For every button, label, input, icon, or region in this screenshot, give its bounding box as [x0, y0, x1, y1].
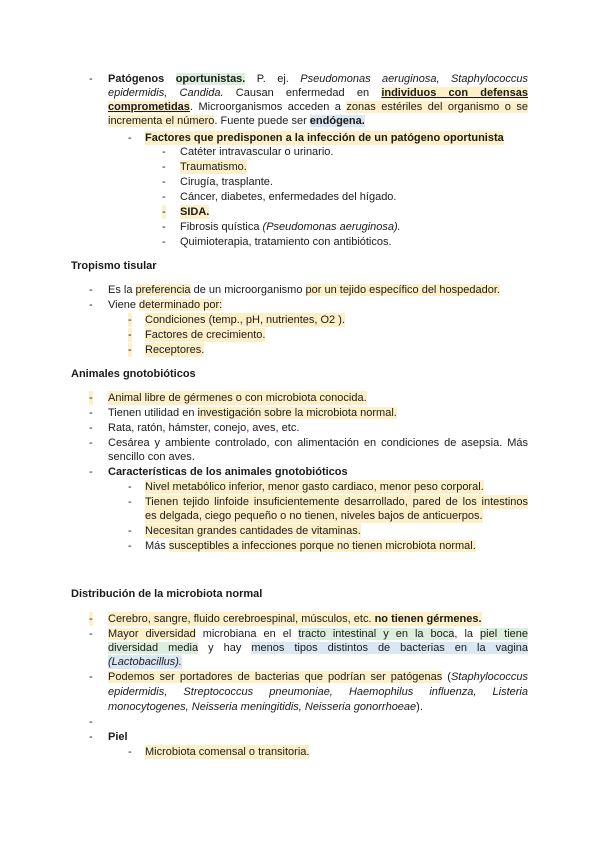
bullet: - — [89, 422, 93, 434]
bullet: - — [89, 437, 93, 449]
gnoto-item-3: Rata, ratón, hámster, conejo, aves, etc. — [108, 422, 300, 434]
gnoto-item-2: Tienen utilidad en investigación sobre la microbiota normal. — [108, 407, 397, 419]
bullet: - — [162, 176, 166, 188]
bullet: - — [89, 299, 93, 311]
bullet: - — [89, 392, 93, 404]
carac-item-4: Más susceptibles a infecciones porque no tienen microbiota normal. — [145, 540, 476, 552]
bullet: - — [162, 146, 166, 158]
patogenos-line-4: incrementa el número. Fuente puede ser endógena. — [108, 115, 365, 127]
bullet: - — [89, 73, 93, 85]
bullet: - — [128, 329, 132, 341]
bullet: - — [89, 671, 93, 683]
distrib-item-2-line-3: (Lactobacillus). — [108, 656, 182, 668]
bullet: - — [89, 284, 93, 296]
tropismo-item-2: Viene determinado por: — [108, 299, 223, 311]
factor-item: SIDA. — [180, 206, 210, 218]
bullet: - — [89, 613, 93, 625]
bullet: - — [162, 236, 166, 248]
gnoto-item-4-line-1: Cesárea y ambiente controlado, con alimentación en condiciones de asepsia. Más — [108, 437, 528, 449]
tropismo-subitem: Receptores. — [145, 344, 205, 356]
tropismo-subitem: Factores de crecimiento. — [145, 329, 266, 341]
bullet: - — [128, 132, 132, 144]
factor-item: Fibrosis quística (Pseudomonas aeruginosa). — [180, 221, 401, 233]
section-heading-distribucion: Distribución de la microbiota normal — [71, 588, 263, 600]
bullet: - — [128, 540, 132, 552]
bullet: - — [128, 496, 132, 508]
carac-item-2-line-2: es delgada, ciego pequeño o no tienen, niveles bajos de anticuerpos. — [145, 510, 483, 522]
gnoto-item-4-line-2: sencillo con aves. — [108, 451, 195, 463]
section-heading-gnotobioticos: Animales gnotobióticos — [71, 368, 196, 380]
distrib-item-3-line-2: epidermidis, Streptococcus pneumoniae, Haemophilus influenza, Listeria — [108, 686, 528, 698]
bullet: - — [89, 407, 93, 419]
bullet: - — [128, 344, 132, 356]
caracteristicas-title: Características de los animales gnotobióticos — [108, 466, 348, 478]
factor-item: Cáncer, diabetes, enfermedades del hígado. — [180, 191, 397, 203]
piel-title: Piel — [108, 731, 128, 743]
bullet: - — [162, 191, 166, 203]
tropismo-subitem: Condiciones (temp., pH, nutrientes, O2 ). — [145, 314, 345, 326]
bullet: - — [162, 161, 166, 173]
piel-item-1: Microbiota comensal o transitoria. — [145, 746, 310, 758]
distrib-item-2-line-2: diversidad media y hay menos tipos distintos de bacterias en la vagina — [108, 642, 529, 654]
distrib-item-2-line-1: Mayor diversidad microbiana en el tracto intestinal y en la boca, la piel tiene — [108, 628, 528, 640]
gnoto-item-1: Animal libre de gérmenes o con microbiota conocida. — [108, 392, 367, 404]
bullet: - — [128, 746, 132, 758]
section-heading-tropismo: Tropismo tisular — [71, 260, 157, 272]
bullet: - — [128, 481, 132, 493]
bullet: - — [89, 716, 93, 728]
carac-item-2-line-1: Tienen tejido linfoide insuficientemente desarrollado, pared de los intestinos — [145, 496, 528, 508]
bullet: - — [128, 314, 132, 326]
bullet: - — [162, 206, 166, 218]
bullet: - — [162, 221, 166, 233]
carac-item-3: Necesitan grandes cantidades de vitaminas. — [145, 525, 361, 537]
tropismo-item-1: Es la preferencia de un microorganismo por un tejido específico del hospedador. — [108, 284, 500, 296]
factor-item: Traumatismo. — [180, 161, 247, 173]
carac-item-1: Nivel metabólico inferior, menor gasto cardiaco, menor peso corporal. — [145, 481, 484, 493]
factores-title: Factores que predisponen a la infección de un patógeno oportunista — [145, 132, 504, 144]
factor-item: Cirugía, trasplante. — [180, 176, 273, 188]
patogenos-line-2: epidermidis, Candida. Causan enfermedad en individuos con defensas — [108, 87, 529, 99]
distrib-item-3-line-1: Podemos ser portadores de bacterias que podrían ser patógenas (Staphylococcus — [108, 671, 528, 683]
bullet: - — [89, 731, 93, 743]
distrib-item-1: Cerebro, sangre, fluido cerebroespinal, músculos, etc. no tienen gérmenes. — [108, 613, 482, 625]
distrib-item-3-line-3: monocytogenes, Neisseria meningitidis, Neisseria gonorrhoeae). — [108, 701, 423, 713]
patogenos-line-3: comprometidas. Microorganismos acceden a zonas estériles del organismo o se — [108, 101, 528, 113]
factor-item: Quimioterapia, tratamiento con antibióticos. — [180, 236, 392, 248]
bullet: - — [89, 466, 93, 478]
bullet: - — [89, 628, 93, 640]
patogenos-line-1: Patógenos oportunistas. P. ej. Pseudomonas aeruginosa, Staphylococcus — [108, 73, 529, 85]
factor-item: Catéter intravascular o urinario. — [180, 146, 334, 158]
bullet: - — [128, 525, 132, 537]
